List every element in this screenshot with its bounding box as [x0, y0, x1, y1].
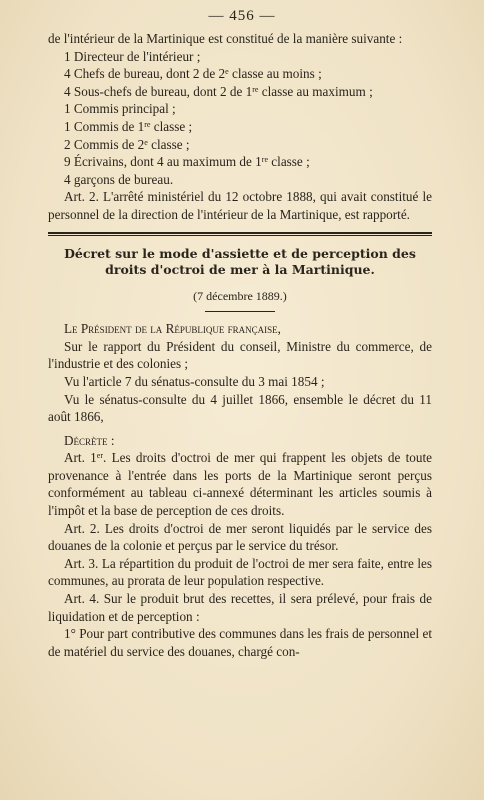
- list-item: 9 Écrivains, dont 4 au maximum de 1re classe ;: [64, 154, 310, 170]
- article-4: Art. 4. Sur le produit brut des recettes, il sera prélevé, pour frais de liquidation et de perception :: [48, 591, 432, 624]
- list-item: 1 Directeur de l'intérieur ;: [64, 48, 201, 64]
- list-item: 1 Commis de 1re classe ;: [64, 118, 193, 134]
- divider-double-bottom: [48, 235, 432, 236]
- list-item: 2 Commis de 2e classe ;: [64, 136, 190, 152]
- divider-double-top: [48, 232, 432, 234]
- article-3: Art. 3. La répartition du produit de l'octroi de mer sera faite, entre les communes, au prorata de leur population respective.: [48, 555, 432, 589]
- page-content: [48, 30, 432, 660]
- page-number: — 456 —: [208, 8, 276, 24]
- considerant: Vu l'article 7 du sénatus-consulte du 3 mai 1854 ;: [64, 373, 325, 389]
- short-divider: [205, 311, 275, 312]
- article-4-item-1: 1° Pour part contributive des communes dans les frais de personnel et de matériel du service des douanes, chargé con-: [48, 626, 432, 659]
- list-item: 1 Commis principal ;: [64, 101, 176, 117]
- intro-paragraph: de l'intérieur de la Martinique est constitué de la manière suivante :: [48, 31, 403, 46]
- list-item: 4 garçons de bureau.: [64, 171, 174, 187]
- list-item: 4 Sous-chefs de bureau, dont 2 de 1re classe au maximum ;: [64, 83, 373, 99]
- considerant: Vu le sénatus-consulte du 4 juillet 1866, ensemble le décret du 11 août 1866,: [48, 391, 432, 425]
- article-2: Art. 2. Les droits d'octroi de mer seront liquidés par le service des douanes de la colonie et perçus par le service du trésor.: [48, 520, 432, 554]
- decree-title: Décret sur le mode d'assiette et de perception des droits d'octroi de mer à la Martinique.: [64, 245, 416, 277]
- article-2-repeal: Art. 2. L'arrêté ministériel du 12 octobre 1888, qui avait constitué le personnel de la direction de l'intérieur de la Martinique, est rapporté.: [48, 189, 432, 222]
- president-lead: Le Président de la République française,: [64, 321, 281, 337]
- list-item: 4 Chefs de bureau, dont 2 de 2e classe au moins ;: [64, 66, 322, 82]
- decrete-heading: Décrète :: [64, 432, 115, 448]
- article-1: Art. 1er. Les droits d'octroi de mer qui frappent les objets de toute provenance à l'entrée dans les ports de la Martinique seront perçus conformément au tableau ci-annexé déterminant les articles soumis à l'impôt et la base de perception de ces droits.: [48, 450, 432, 519]
- decree-date: (7 décembre 1889.): [193, 288, 287, 303]
- staff-list: [48, 48, 432, 189]
- considerant: Sur le rapport du Président du conseil, Ministre du commerce, de l'industrie et des colonies ;: [48, 338, 432, 372]
